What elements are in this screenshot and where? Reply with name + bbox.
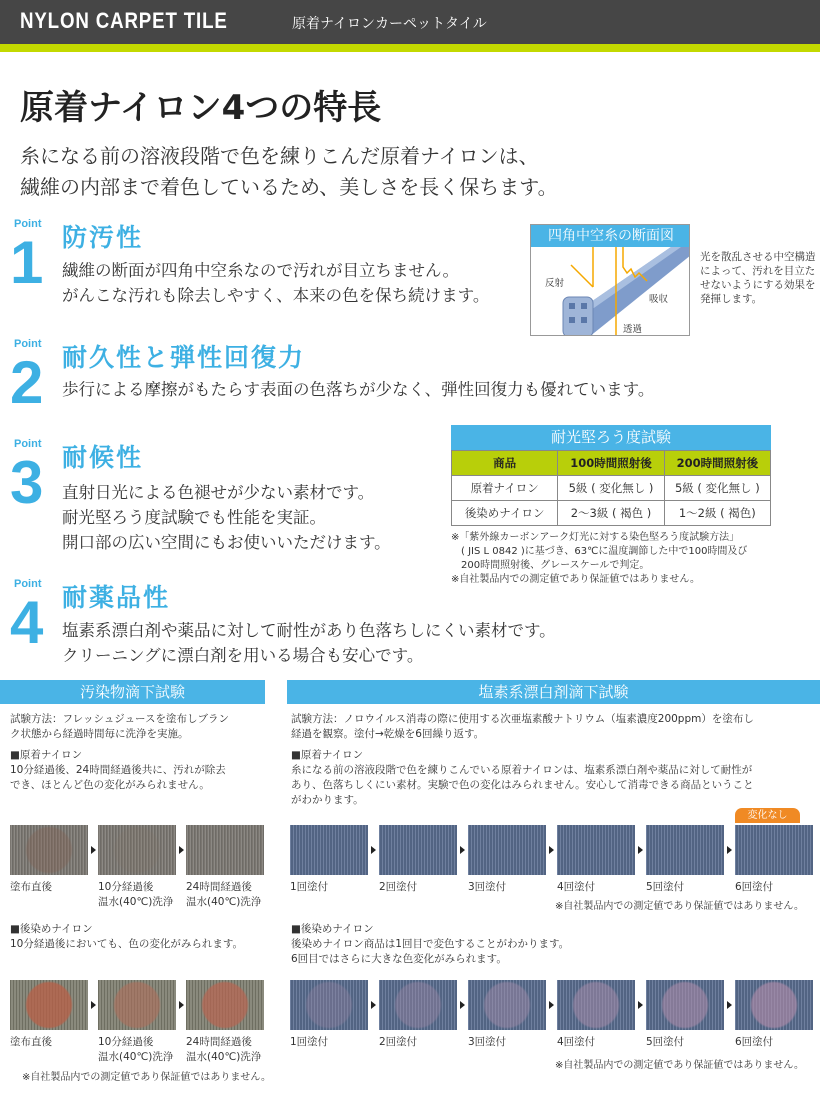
arrow-right-icon [91, 1001, 96, 1009]
sample-label: 10分経過後 温水(40℃)洗浄 [98, 881, 174, 908]
diagram-title: 四角中空糸の断面図 [531, 225, 690, 247]
carpet-sample-image [735, 980, 813, 1030]
carpet-sample-image [468, 980, 546, 1030]
stain-test-post: ■後染めナイロン 10分経過後においても、色の変化がみられます。 [10, 923, 244, 950]
point-text: 塩素系漂白剤や薬品に対して耐性があり色落ちしにくい素材です。 クリーニングに漂白剤を用いる場合も安心です。 [62, 621, 556, 665]
intro-line: 糸になる前の溶液段階で色を練りこんだ原着ナイロンは、 [20, 144, 539, 168]
table-row [452, 476, 771, 501]
point-text: 繊維の断面が四角中空糸なので汚れが目立ちません。 がんこな汚れも除去しやすく、本来の色を保ち続けます。 [62, 261, 490, 305]
point-text: 歩行による摩擦がもたらす表面の色落ちが少なく、弾性回復力も優れています。 [62, 380, 655, 399]
carpet-sample-image [10, 825, 88, 875]
sample-label: 6回塗付 [735, 1036, 774, 1048]
intro-line: 繊維の内部まで着色しているため、美しさを長く保ちます。 [20, 175, 558, 199]
sample-label: 1回塗付 [290, 1036, 329, 1048]
carpet-sample-image [186, 825, 264, 875]
arrow-right-icon [371, 846, 376, 854]
sample-label: 24時間経過後 温水(40℃)洗浄 [186, 1036, 262, 1063]
table-cell: 後染めナイロン [452, 501, 558, 526]
carpet-sample-image [379, 825, 457, 875]
point-number: 3 [10, 449, 44, 516]
arrow-right-icon [549, 1001, 554, 1009]
point-label: Point [14, 578, 42, 590]
label-transmit: 透過 [623, 324, 643, 335]
header-stripe [0, 44, 820, 52]
arrow-right-icon [460, 846, 465, 854]
diagram-note: 光を散乱させる中空構造によって、汚れを目立たせないようにする効果を発揮します。 [700, 251, 816, 305]
light-table-title: 耐光堅ろう度試験 [451, 425, 771, 450]
sample-label: 5回塗付 [646, 881, 685, 893]
carpet-sample-image [290, 980, 368, 1030]
carpet-sample-image [379, 980, 457, 1030]
point-heading: 耐薬品性 [62, 583, 171, 612]
sample-label: 5回塗付 [646, 1036, 685, 1048]
point-heading: 耐候性 [62, 443, 144, 472]
carpet-sample-image [557, 980, 635, 1030]
sample-label: 3回塗付 [468, 881, 507, 893]
bleach-test-post: ■後染めナイロン 後染めナイロン商品は1回目で変色することがわかります。 6回目ではさらに大きな色変化がみられます。 [291, 923, 570, 965]
carpet-sample-image [735, 825, 813, 875]
point-label: Point [14, 218, 42, 230]
arrow-right-icon [371, 1001, 376, 1009]
sample-label: 2回塗付 [379, 881, 418, 893]
bleach-note: ※自社製品内での測定値であり保証値ではありません。 [555, 901, 804, 912]
sample-label: 6回塗付 [735, 881, 774, 893]
lightfastness-table [451, 450, 771, 526]
page-title: 原着ナイロン4つの特長 [20, 88, 382, 128]
table-cell: 5級 ( 変化無し ) [664, 476, 770, 501]
bleach-note: ※自社製品内での測定値であり保証値ではありません。 [555, 1060, 804, 1071]
point-label: Point [14, 438, 42, 450]
table-header: 100時間照射後 [558, 451, 664, 476]
sample-label: 塗布直後 [10, 881, 52, 893]
sample-label: 4回塗付 [557, 881, 596, 893]
table-cell: 5級 ( 変化無し ) [558, 476, 664, 501]
table-cell: 原着ナイロン [452, 476, 558, 501]
point-number: 1 [10, 229, 44, 296]
arrow-right-icon [179, 1001, 184, 1009]
arrow-right-icon [727, 1001, 732, 1009]
carpet-sample-image [98, 825, 176, 875]
arrow-right-icon [638, 1001, 643, 1009]
no-change-badge: 変化なし [735, 808, 800, 823]
hollow-fiber-diagram [530, 224, 690, 336]
table-row [452, 501, 771, 526]
carpet-sample-image [10, 980, 88, 1030]
point-label: Point [14, 338, 42, 350]
sample-label: 3回塗付 [468, 1036, 507, 1048]
sample-label: 4回塗付 [557, 1036, 596, 1048]
table-header: 200時間照射後 [664, 451, 770, 476]
sample-label: 10分経過後 温水(40℃)洗浄 [98, 1036, 174, 1063]
sample-label: 1回塗付 [290, 881, 329, 893]
bleach-test-method: 試験方法：ノロウイルス消毒の際に使用する次亜塩素酸ナトリウム（塩素濃度200ppm）を塗布し 経過を観察。塗付→乾燥を6回繰り返す。 [291, 713, 754, 740]
table-header: 商品 [452, 451, 558, 476]
carpet-sample-image [468, 825, 546, 875]
carpet-sample-image [557, 825, 635, 875]
brand-title: NYLON CARPET TILE [20, 8, 228, 33]
bleach-test-header: 塩素系漂白剤滴下試験 [287, 680, 820, 704]
point-number: 4 [10, 589, 44, 656]
carpet-sample-image [98, 980, 176, 1030]
carpet-sample-image [646, 980, 724, 1030]
point-heading: 防汚性 [62, 223, 144, 252]
sample-label: 2回塗付 [379, 1036, 418, 1048]
point-heading: 耐久性と弾性回復力 [62, 343, 306, 372]
table-cell: 2〜3級 ( 褐色 ) [558, 501, 664, 526]
bleach-test-dyed: ■原着ナイロン 糸になる前の溶液段階で色を練りこんでいる原着ナイロンは、塩素系漂白剤や薬品に対して耐性が あり、色落ちしくにい素材。実験で色の変化はみられません。安心して消毒できる商品ということ がわかります。 [291, 749, 754, 806]
stain-test-header: 汚染物滴下試験 [0, 680, 265, 704]
arrow-right-icon [91, 846, 96, 854]
table-notes: ※「紫外線カーボンアーク灯光に対する染色堅ろう度試験方法」 ( JIS L 0842 )に基づき、63℃に温度調節した中で100時間及び 200時間照射後、グレースケールで判定。 ※自社製品内での測定値であり保証値ではありません。 [451, 532, 748, 585]
table-cell: 1〜2級 ( 褐色) [664, 501, 770, 526]
label-absorb: 吸収 [649, 294, 669, 305]
stain-test-method: 試験方法：フレッシュジュースを塗布しブラン ク状態から経過時間毎に洗浄を実施。 [10, 713, 230, 740]
sample-label: 塗布直後 [10, 1036, 52, 1048]
carpet-sample-image [290, 825, 368, 875]
arrow-right-icon [460, 1001, 465, 1009]
carpet-sample-image [186, 980, 264, 1030]
sample-label: 24時間経過後 温水(40℃)洗浄 [186, 881, 262, 908]
carpet-sample-image [646, 825, 724, 875]
brand-subtitle: 原着ナイロンカーペットタイル [292, 16, 487, 32]
point-number: 2 [10, 349, 44, 416]
arrow-right-icon [638, 846, 643, 854]
arrow-right-icon [179, 846, 184, 854]
arrow-right-icon [549, 846, 554, 854]
point-text: 直射日光による色褪せが少ない素材です。 耐光堅ろう度試験でも性能を実証。 開口部の広い空間にもお使いいただけます。 [62, 483, 391, 552]
stain-test-dyed: ■原着ナイロン 10分経過後、24時間経過後共に、汚れが除去 でき、ほとんど色の変化がみられません。 [10, 749, 226, 791]
stain-note: ※自社製品内での測定値であり保証値ではありません。 [22, 1072, 271, 1083]
label-reflect: 反射 [545, 278, 565, 289]
arrow-right-icon [727, 846, 732, 854]
